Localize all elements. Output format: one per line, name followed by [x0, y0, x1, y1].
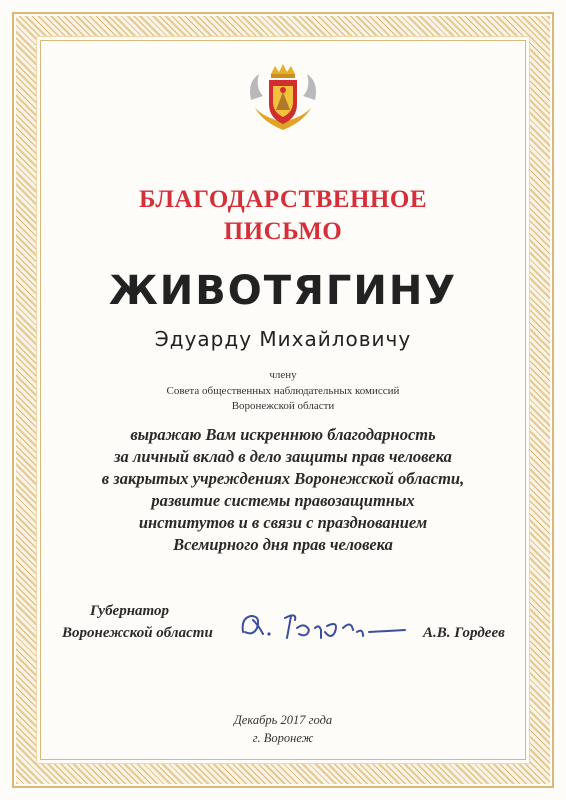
gratitude-text-line: развитие системы правозащитных: [151, 491, 415, 510]
recipient-role-line2: Совета общественных наблюдательных комиссий: [166, 385, 400, 397]
letter-title-line1: БЛАГОДАРСТВЕННОЕ: [139, 186, 427, 213]
voronezh-coat-of-arms-icon: [243, 60, 323, 135]
recipient-role-line1: члену: [269, 369, 297, 381]
signatory-title-line2: Воронежской области: [62, 625, 213, 641]
gratitude-text-line: институтов и в связи с празднованием: [138, 513, 428, 532]
recipient-surname: ЖИВОТЯГИНУ: [108, 268, 458, 314]
issue-date: Декабрь 2017 года: [233, 713, 333, 727]
recipient-given-names: Эдуарду Михайловичу: [154, 327, 412, 351]
issue-place: г. Воронеж: [252, 731, 314, 745]
signatory-name: А.В. Гордеев: [423, 625, 505, 641]
handwritten-signature: [235, 598, 415, 648]
gratitude-text-line: выражаю Вам искреннюю благодарность: [130, 425, 436, 444]
gratitude-text-line: Всемирного дня прав человека: [173, 535, 393, 554]
signatory-title-line1: Губернатор: [90, 603, 170, 619]
recipient-role-line3: Воронежской области: [231, 400, 335, 412]
letter-title-line2: ПИСЬМО: [223, 218, 343, 245]
gratitude-text-line: в закрытых учреждениях Воронежской области,: [101, 469, 465, 488]
gratitude-text-line: за личный вклад в дело защиты прав человека: [114, 447, 452, 466]
